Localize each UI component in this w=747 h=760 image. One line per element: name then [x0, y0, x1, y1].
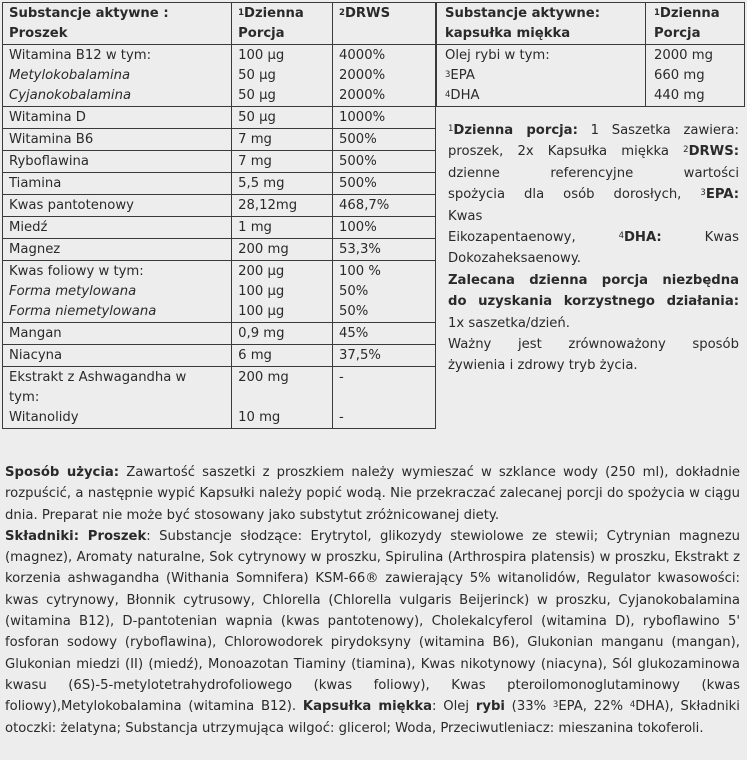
- header-daily-portion: [646, 3, 745, 45]
- amount-cell: [232, 323, 333, 345]
- drws-value: 468,7%: [339, 198, 390, 213]
- diet-line: żywienia i zdrowy tryb życia.: [448, 358, 638, 374]
- substance-name: Forma metylowana: [9, 284, 137, 299]
- amount: 100 µg: [238, 304, 285, 319]
- drws-value-cell: [333, 261, 436, 323]
- drws-value: 2000%: [339, 88, 386, 103]
- drws-value: 50%: [339, 284, 369, 299]
- amount-cell: [232, 129, 333, 151]
- note-line: Kwas: [448, 208, 483, 224]
- active-substances-capsule-table: [436, 2, 745, 107]
- drws-value: 2000%: [339, 68, 386, 83]
- substance-name: Kwas foliowy w tym:: [9, 264, 144, 279]
- substance-name: tym:: [9, 390, 40, 405]
- drws-value: 1000%: [339, 110, 386, 125]
- drws-value: 100%: [339, 220, 377, 235]
- amount-cell: [232, 261, 333, 323]
- note-line: $^1$Dzienna porcja: 1 Saszetka zawiera:: [448, 123, 739, 138]
- drws-value: 500%: [339, 154, 377, 169]
- table-row: [437, 45, 745, 107]
- substance-name: Magnez: [9, 242, 61, 257]
- recommendation-line: do uzyskania korzystnego działania:: [448, 294, 739, 310]
- ingredients-label: Składniki: Proszek: [5, 528, 147, 544]
- substance-name: Metylokobalamina: [9, 68, 131, 83]
- substance-name-cell: [3, 261, 232, 323]
- amount: 5,5 mg: [238, 176, 285, 191]
- amount-cell: [232, 45, 333, 107]
- amount-cell: [232, 345, 333, 367]
- drws-value-cell: [333, 107, 436, 129]
- table-row: [3, 173, 436, 195]
- substance-name-cell: [3, 367, 232, 429]
- drws-value: 45%: [339, 326, 369, 341]
- daily-portion-label: Dzienna porcja:: [453, 123, 578, 138]
- header-drws: [333, 3, 436, 45]
- header-substances-line2: kapsułka miękka: [445, 26, 571, 41]
- drws-label: DRWS:: [688, 144, 739, 160]
- drws-value-cell: [333, 173, 436, 195]
- amount-cell: [232, 151, 333, 173]
- header-daily-line1: Dzienna: [244, 6, 304, 21]
- drws-value: 4000%: [339, 48, 386, 63]
- usage-text: Zawartość saszetki z proszkiem należy wymieszać w szklance wody (250 ml), dokładnie rozpuścić, a następnie wypić Kapsułki należy popić wodą. Nie przekraczać zalecanej porcji do spożycia w ciągu dnia. Preparat nie może być stosowany jako substytut zróżnicowanej diety.: [5, 465, 740, 523]
- table-row: [3, 261, 436, 323]
- substance-name-cell: [3, 45, 232, 107]
- amount: 7 mg: [238, 132, 272, 147]
- drws-value-cell: [333, 45, 436, 107]
- note-line: proszek, 2x Kapsułka miękka $^2$DRWS:: [448, 144, 739, 160]
- substance-name: Witanolidy: [9, 410, 79, 425]
- substance-name: Mangan: [9, 326, 62, 341]
- amount: 28,12mg: [238, 198, 298, 213]
- amount-cell: [232, 217, 333, 239]
- table-header-row: [437, 3, 745, 45]
- amount-cell: [232, 107, 333, 129]
- amount-cell: [232, 367, 333, 429]
- footnote-marker: 3: [445, 70, 451, 80]
- substance-name: Witamina D: [9, 110, 86, 125]
- substance-name: Ekstrakt z Ashwagandha w: [9, 370, 187, 385]
- drws-value: [339, 388, 429, 408]
- header-substances-line1: Substancje aktywne :: [9, 6, 169, 21]
- substance-name-cell: [3, 195, 232, 217]
- drws-value-cell: [333, 323, 436, 345]
- drws-value: 53,3%: [339, 242, 381, 257]
- table-row: [3, 323, 436, 345]
- substance-name: Witamina B12 w tym:: [9, 48, 152, 63]
- substance-name: Niacyna: [9, 348, 63, 363]
- drws-value: 50%: [339, 304, 369, 319]
- header-substances-line1: Substancje aktywne:: [445, 6, 600, 21]
- dose-line: 1x saszetka/dzień.: [448, 315, 570, 331]
- substance-name-cell: [3, 107, 232, 129]
- drws-value: 500%: [339, 132, 377, 147]
- header-daily-line1: Dzienna: [659, 6, 720, 21]
- note-line: Eikozapentaenowy, $^4$DHA: Kwas: [448, 230, 739, 246]
- amount: 0,9 mg: [238, 326, 285, 341]
- ingredients-paragraph: Składniki: Proszek: Substancje słodzące: Erytrytol, glikozydy stewiolowe ze stewii; Cytrynian magnezu (magnez), Aromaty naturalne, Sok cytrynowy w proszku, Spirulina (Arthrospira platensis) w proszku, Ekstrakt z korzenia ashwagandha (Withania Somnifera) KSM-66® zawierający 5% witanolidów, Regulator kwasowości: kwas cytrynowy, Błonnik cytrusowy, Chlorella (Chlorella vulgaris Beijerinck) w proszku, Cyjanokobalamina (witamina B12), D-pantotenian wapnia (kwas pantotenowy), Cholekalcyferol (witamina D), ryboflawino 5' fosforan sodowy (ryboflawina), Chlorowodorek pirydoksyny (witamina B6), Glukonian manganu (mangan), Glukonian miedzi (II) (miedź), Monoazotan Tiaminy (tiamina), Kwas nikotynowy (niacyna), Sól glukozaminowa kwasu (6S)-5-metylotetrahydrofoliowego (kwas foliowy), Kwas pteroilomonoglutaminowy (kwas foliowy),Metylokobalamina (witamina B12). Kapsułka miękka: Olej rybi (33% $^3$EPA, 22% $^4$DHA), Składniki otoczki: żelatyna; Substancja utrzymująca wilgoć: glicerol; Woda, Przeciwutleniacz: mieszanina tokoferoli.: [5, 528, 740, 736]
- amount: 200 µg: [238, 264, 285, 279]
- drws-value: 500%: [339, 176, 377, 191]
- substance-name-cell: [3, 217, 232, 239]
- table-row: [3, 239, 436, 261]
- note-line: Dokozaheksaenowy.: [448, 251, 581, 267]
- substance-name: DHA: [450, 88, 480, 103]
- footnote-marker: 2: [339, 8, 345, 18]
- header-daily-portion: [232, 3, 333, 45]
- header-substances: [437, 3, 646, 45]
- table-row: [3, 345, 436, 367]
- drws-value: -: [339, 410, 344, 425]
- amount: 100 µg: [238, 48, 285, 63]
- amount: 6 mg: [238, 348, 272, 363]
- header-substances-line2: Proszek: [9, 26, 68, 41]
- amount: 50 µg: [238, 68, 276, 83]
- epa-label: EPA:: [705, 187, 739, 203]
- amount: 200 mg: [238, 242, 289, 257]
- usage-paragraph: [5, 462, 740, 526]
- substance-name: Ryboflawina: [9, 154, 89, 169]
- capsule-amounts-cell: [646, 45, 745, 107]
- drws-value-cell: [333, 195, 436, 217]
- amount-cell: [232, 239, 333, 261]
- footnotes-block: [448, 120, 739, 377]
- header-drws-label: DRWS: [344, 6, 391, 21]
- amount: 50 µg: [238, 110, 276, 125]
- table-row: [3, 195, 436, 217]
- recommendation-line: Zalecana dzienna porcja niezbędna: [448, 272, 739, 288]
- substance-name: Kwas pantotenowy: [9, 198, 134, 213]
- drws-value-cell: [333, 151, 436, 173]
- substance-name-cell: [3, 345, 232, 367]
- amount: 7 mg: [238, 154, 272, 169]
- drws-value: -: [339, 370, 344, 385]
- amount: 2000 mg: [654, 48, 713, 63]
- drws-value-cell: [333, 367, 436, 429]
- drws-value-cell: [333, 217, 436, 239]
- amount-cell: [232, 195, 333, 217]
- substance-name: Cyjanokobalamina: [9, 88, 132, 103]
- substance-name: Forma niemetylowana: [9, 304, 157, 319]
- usage-and-ingredients: [5, 462, 740, 739]
- amount: [238, 388, 326, 408]
- header-daily-line2: Porcja: [238, 26, 285, 41]
- note-line: dzienne referencyjne wartości: [448, 165, 739, 181]
- table-row: [3, 367, 436, 429]
- footnote-marker: 1: [238, 8, 245, 18]
- dha-label: DHA:: [623, 230, 662, 246]
- substance-name: Olej rybi w tym:: [445, 48, 550, 63]
- drws-value: 37,5%: [339, 348, 381, 363]
- note-line: spożycia dla osób dorosłych, $^3$EPA:: [448, 187, 739, 203]
- substance-name-cell: [3, 173, 232, 195]
- substance-name-cell: [3, 323, 232, 345]
- table-row: [3, 217, 436, 239]
- table-row: [3, 151, 436, 173]
- capsule-substances-cell: [437, 45, 646, 107]
- amount-cell: [232, 173, 333, 195]
- amount: 10 mg: [238, 410, 281, 425]
- footnote-marker: 4: [445, 90, 451, 100]
- ingredients-text: : Substancje słodzące: Erytrytol, glikozydy stewiolowe ze stewii; Cytrynian magnezu (magnez), Aromaty naturalne, Sok cytrynowy w proszku, Spirulina (Arthrospira platensis) w proszku, Ekstrakt z korzenia ashwagandha (Withania Somnifera) KSM-66® zawierający 5% witanolidów, Regulator kwasowości: kwas cytrynowy, Błonnik cytrusowy, Chlorella (Chlorella vulgaris Beijerinck) w proszku, Cyjanokobalamina (witamina B12), D-pantotenian wapnia (kwas pantotenowy), Cholekalcyferol (witamina D), ryboflawino 5' fosforan sodowy (ryboflawina), Chlorowodorek pirydoksyny (witamina B6), Glukonian manganu (mangan), Glukonian miedzi (II) (miedź), Monoazotan Tiaminy (tiamina), Kwas nikotynowy (niacyna), Sól glukozaminowa kwasu (6S)-5-metylotetrahydrofoliowego (kwas foliowy), Kwas pteroilomonoglutaminowy (kwas foliowy),Metylokobalamina (witamina B12).: [5, 528, 740, 715]
- amount: 660 mg: [654, 68, 705, 83]
- substance-name: Witamina B6: [9, 132, 94, 147]
- diet-line: Ważny jest zrównoważony sposób: [448, 337, 739, 353]
- header-daily-line2: Porcja: [654, 26, 701, 41]
- substance-name-cell: [3, 239, 232, 261]
- amount: 440 mg: [654, 88, 705, 103]
- table-header-row: [3, 3, 436, 45]
- header-substances: [3, 3, 232, 45]
- amount: 1 mg: [238, 220, 272, 235]
- table-row: [3, 107, 436, 129]
- amount: 50 µg: [238, 88, 276, 103]
- footnote-marker: 1: [654, 8, 660, 18]
- amount: 100 µg: [238, 284, 285, 299]
- substance-name-cell: [3, 129, 232, 151]
- substance-name: EPA: [450, 68, 475, 83]
- substance-name: Miedź: [9, 220, 48, 235]
- table-row: [3, 45, 436, 107]
- drws-value-cell: [333, 345, 436, 367]
- capsule-label: Kapsułka miękka: [302, 699, 433, 715]
- drws-value-cell: [333, 239, 436, 261]
- drws-value-cell: [333, 129, 436, 151]
- substance-name-cell: [3, 151, 232, 173]
- drws-value: 100 %: [339, 264, 381, 279]
- active-substances-powder-table: [2, 2, 436, 429]
- usage-label: Sposób użycia:: [5, 465, 120, 480]
- substance-name: Tiamina: [9, 176, 62, 191]
- table-row: [3, 129, 436, 151]
- amount: 200 mg: [238, 370, 289, 385]
